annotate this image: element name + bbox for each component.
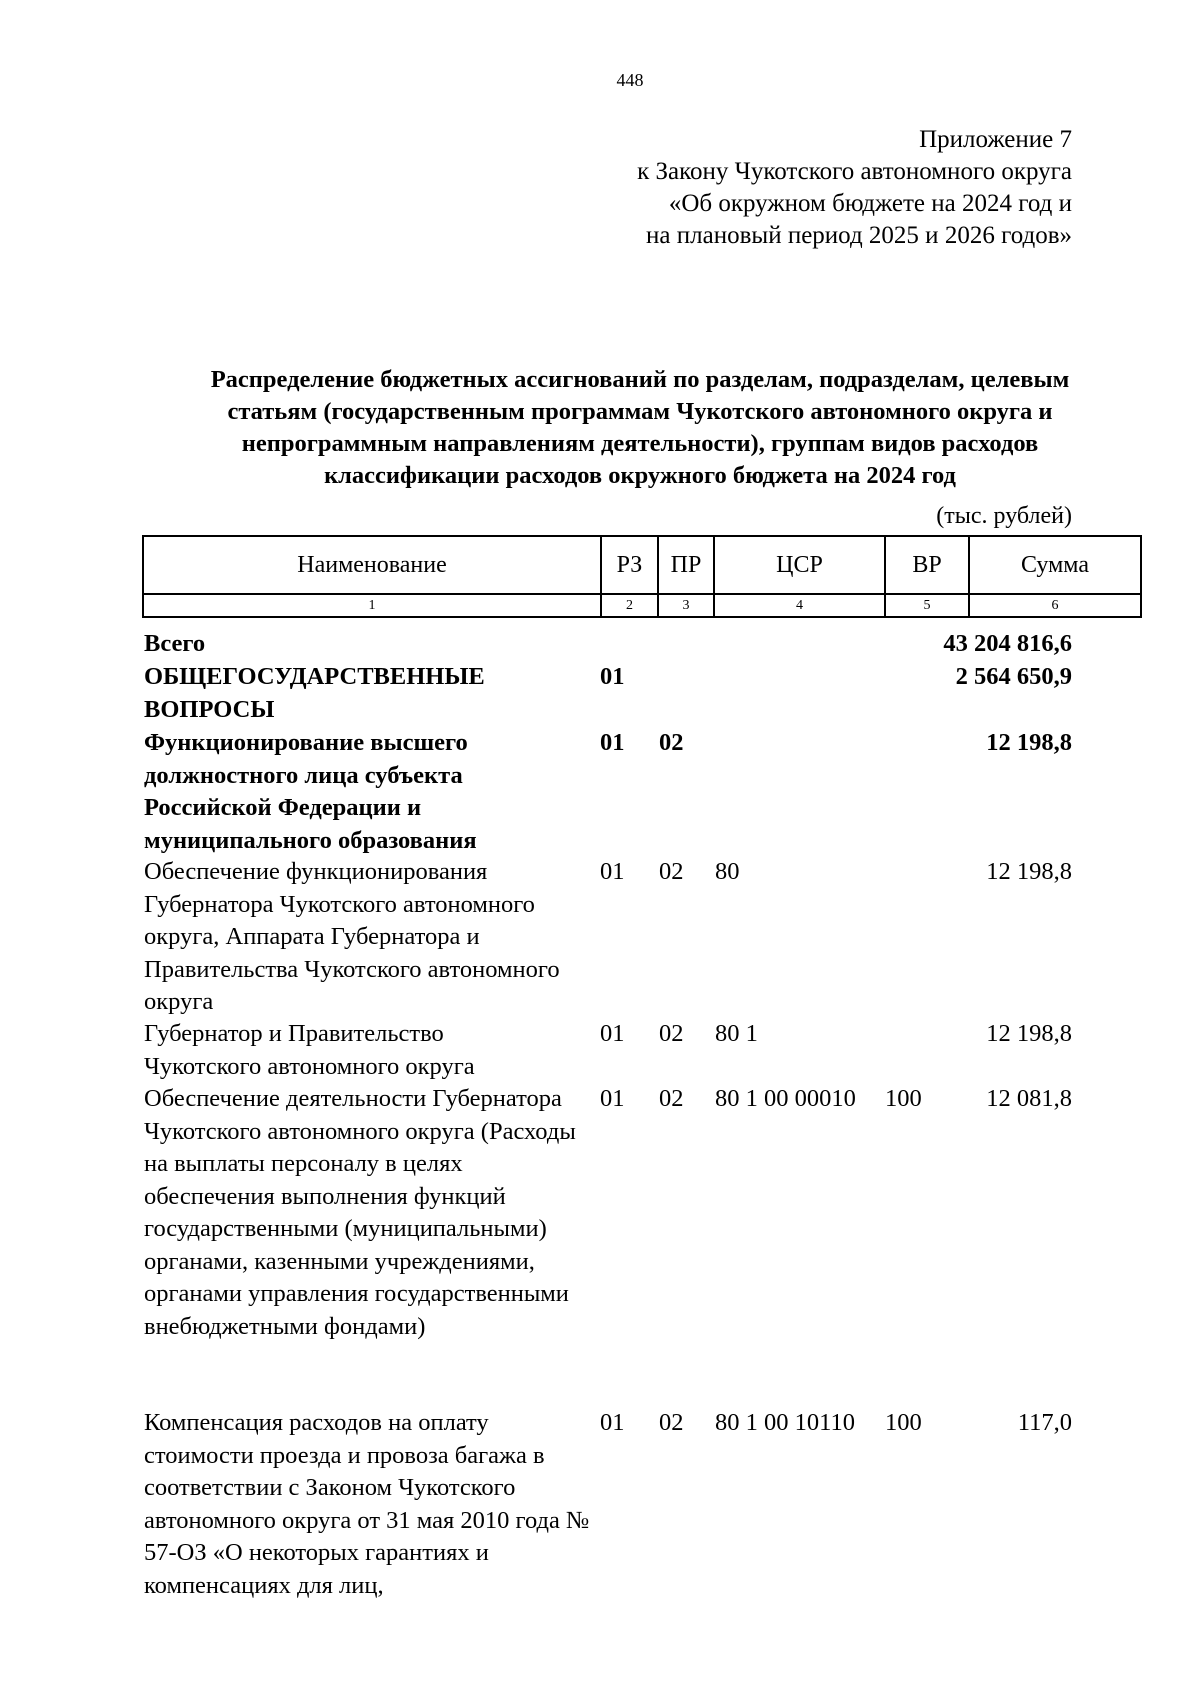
header-sum: Сумма [969,536,1141,594]
row-sum: 12 198,8 [986,1020,1072,1047]
row-name: ОБЩЕГОСУДАРСТВЕННЫЕ ВОПРОСЫ [144,663,485,723]
appendix-line: Приложение 7 [919,126,1072,153]
row-sum: 117,0 [1017,1409,1072,1436]
row-rz: 01 [600,858,625,885]
column-number-row [143,594,1141,617]
column-number: 2 [601,594,658,617]
title-line: Распределение бюджетных ассигнований по разделам, подразделам, целевым [210,366,1070,393]
units-label: (тыс. рублей) [936,503,1072,529]
header-csr: ЦСР [714,536,885,594]
row-sum: 12 198,8 [986,858,1072,885]
row-sum: 12 198,8 [986,729,1072,756]
column-number: 4 [714,594,885,617]
row-pr: 02 [659,729,684,756]
header-pr: ПР [658,536,714,594]
column-number: 5 [885,594,969,617]
title-line: классификации расходов окружного бюджета на 2024 год [324,462,956,489]
page-number: 448 [616,70,644,90]
row-name: Компенсация расходов на оплату стоимости проезда и провоза багажа в соответствии с Законом Чукотского автономного округа от 31 мая 2010 года № 57-ОЗ «О некоторых гарантиях и компенсациях для лиц, [144,1409,590,1599]
row-name: Обеспечение деятельности Губернатора Чукотского автономного округа (Расходы на выплаты персоналу в целях обеспечения выполнения функций государственными (муниципальными) органами, казенными учреждениями, органами управления государственными внебюджетными фондами) [144,1085,576,1340]
row-name: Губернатор и Правительство Чукотского автономного округа [144,1020,475,1080]
appendix-header [637,124,1072,252]
header-name: Наименование [143,536,601,594]
appendix-line: к Закону Чукотского автономного округа [637,158,1072,185]
document-title [140,364,1140,492]
column-number: 3 [658,594,714,617]
row-name: Всего [144,630,206,657]
row-pr: 02 [659,1409,684,1436]
header-row [143,536,1141,594]
row-rz: 01 [600,1409,625,1436]
row-csr: 80 1 00 00010 [715,1085,856,1112]
header-rz: РЗ [601,536,658,594]
title-line: статьям (государственным программам Чукотского автономного округа и [227,398,1053,425]
row-vr: 100 [885,1409,922,1436]
row-name: Обеспечение функционирования Губернатора Чукотского автономного округа, Аппарата Губернатора и Правительства Чукотского автономного округа [144,858,560,1015]
row-pr: 02 [659,1020,684,1047]
row-rz: 01 [600,1085,625,1112]
row-rz: 01 [600,729,625,756]
column-number: 1 [143,594,601,617]
appendix-line: «Об окружном бюджете на 2024 год и [668,190,1072,217]
appendix-line: на плановый период 2025 и 2026 годов» [646,222,1072,249]
row-sum: 43 204 816,6 [943,630,1072,657]
row-rz: 01 [600,1020,625,1047]
row-csr: 80 1 [715,1020,758,1047]
row-rz: 01 [600,663,625,690]
title-line: непрограммным направлениям деятельности), группам видов расходов [241,430,1039,457]
row-csr: 80 1 00 10110 [715,1409,855,1436]
table-header [142,535,1142,618]
column-number: 6 [969,594,1141,617]
row-csr: 80 [715,858,740,885]
row-vr: 100 [885,1085,922,1112]
row-sum: 12 081,8 [986,1085,1072,1112]
row-pr: 02 [659,858,684,885]
row-sum: 2 564 650,9 [955,663,1072,690]
row-name: Функционирование высшего должностного лица субъекта Российской Федерации и муниципального образования [144,729,477,854]
row-pr: 02 [659,1085,684,1112]
header-vr: ВР [885,536,969,594]
